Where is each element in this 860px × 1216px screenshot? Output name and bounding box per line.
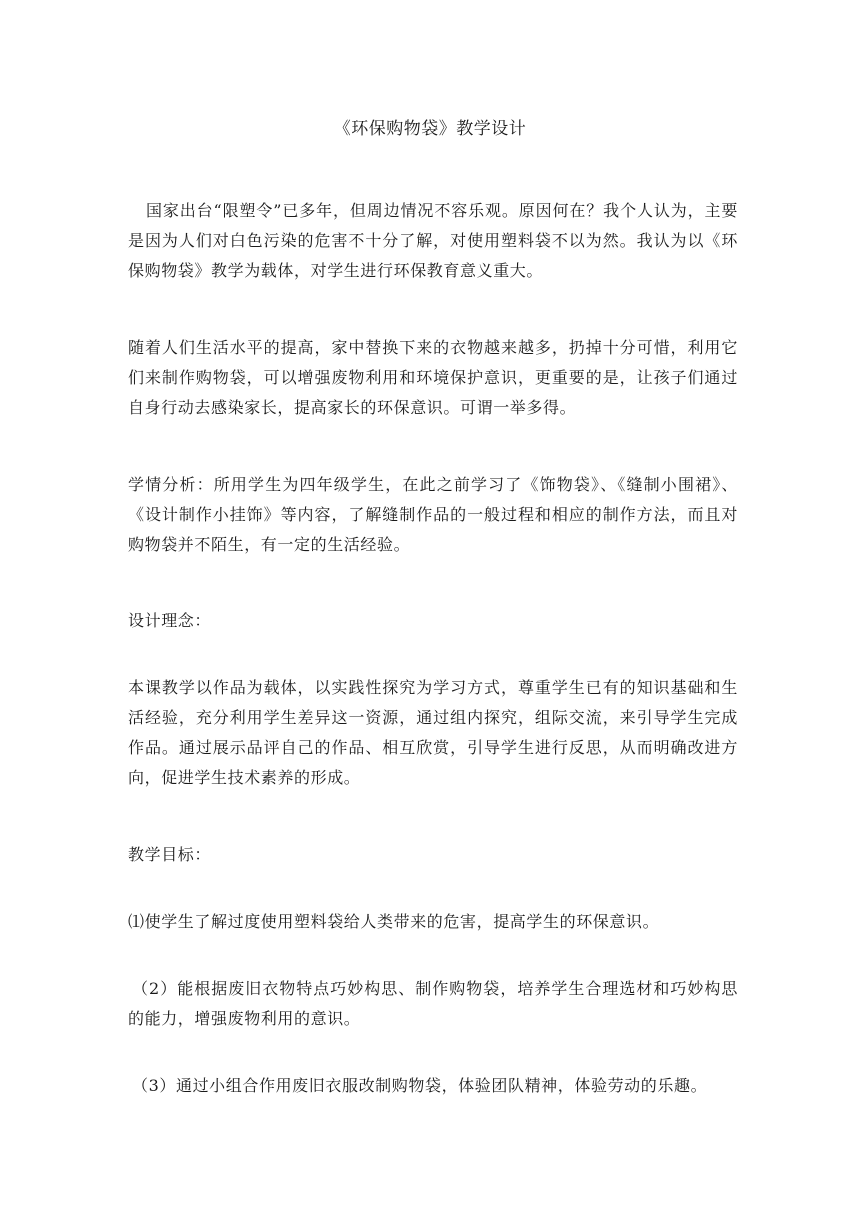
goal-item-2: （2）能根据废旧衣物特点巧妙构思、制作购物袋，培养学生合理选材和巧妙构思的能力，增强废物利用的意识。: [128, 979, 738, 1028]
heading-teaching-goals: 教学目标：: [128, 845, 212, 864]
paragraph-design-concept: 本课教学以作品为载体，以实践性探究为学习方式，尊重学生已有的知识基础和生活经验，充分利用学生差异这一资源，通过组内探究，组际交流，来引导学生完成作品。通过展示品评自己的作品、相互欣赏，引导学生进行反思，从而明确改进方向，促进学生技术素养的形成。: [128, 678, 738, 787]
heading-design-concept: 设计理念：: [128, 611, 212, 630]
paragraph-learner-analysis: 学情分析：所用学生为四年级学生，在此之前学习了《饰物袋》、《缝制小围裙》、《设计制作小挂饰》等内容，了解缝制作品的一般过程和相应的制作方法，而且对购物袋并不陌生，有一定的生活经验。: [128, 475, 738, 554]
goal-item-3: （3）通过小组合作用废旧衣服改制购物袋，体验团队精神，体验劳动的乐趣。: [132, 1076, 708, 1095]
paragraph-background: 随着人们生活水平的提高，家中替换下来的衣物越来越多，扔掉十分可惜，利用它们来制作购物袋，可以增强废物利用和环境保护意识，更重要的是，让孩子们通过自身行动去感染家长，提高家长的环保意识。可谓一举多得。: [128, 338, 738, 417]
document-title: 《环保购物袋》教学设计: [333, 119, 527, 139]
paragraph-intro: 国家出台“限塑令”已多年，但周边情况不容乐观。原因何在？我个人认为，主要是因为人们对白色污染的危害不十分了解，对使用塑料袋不以为然。我认为以《环保购物袋》教学为载体，对学生进行环保教育意义重大。: [128, 201, 738, 280]
goal-item-1: ⑴使学生了解过度使用塑料袋给人类带来的危害，提高学生的环保意识。: [128, 912, 660, 931]
